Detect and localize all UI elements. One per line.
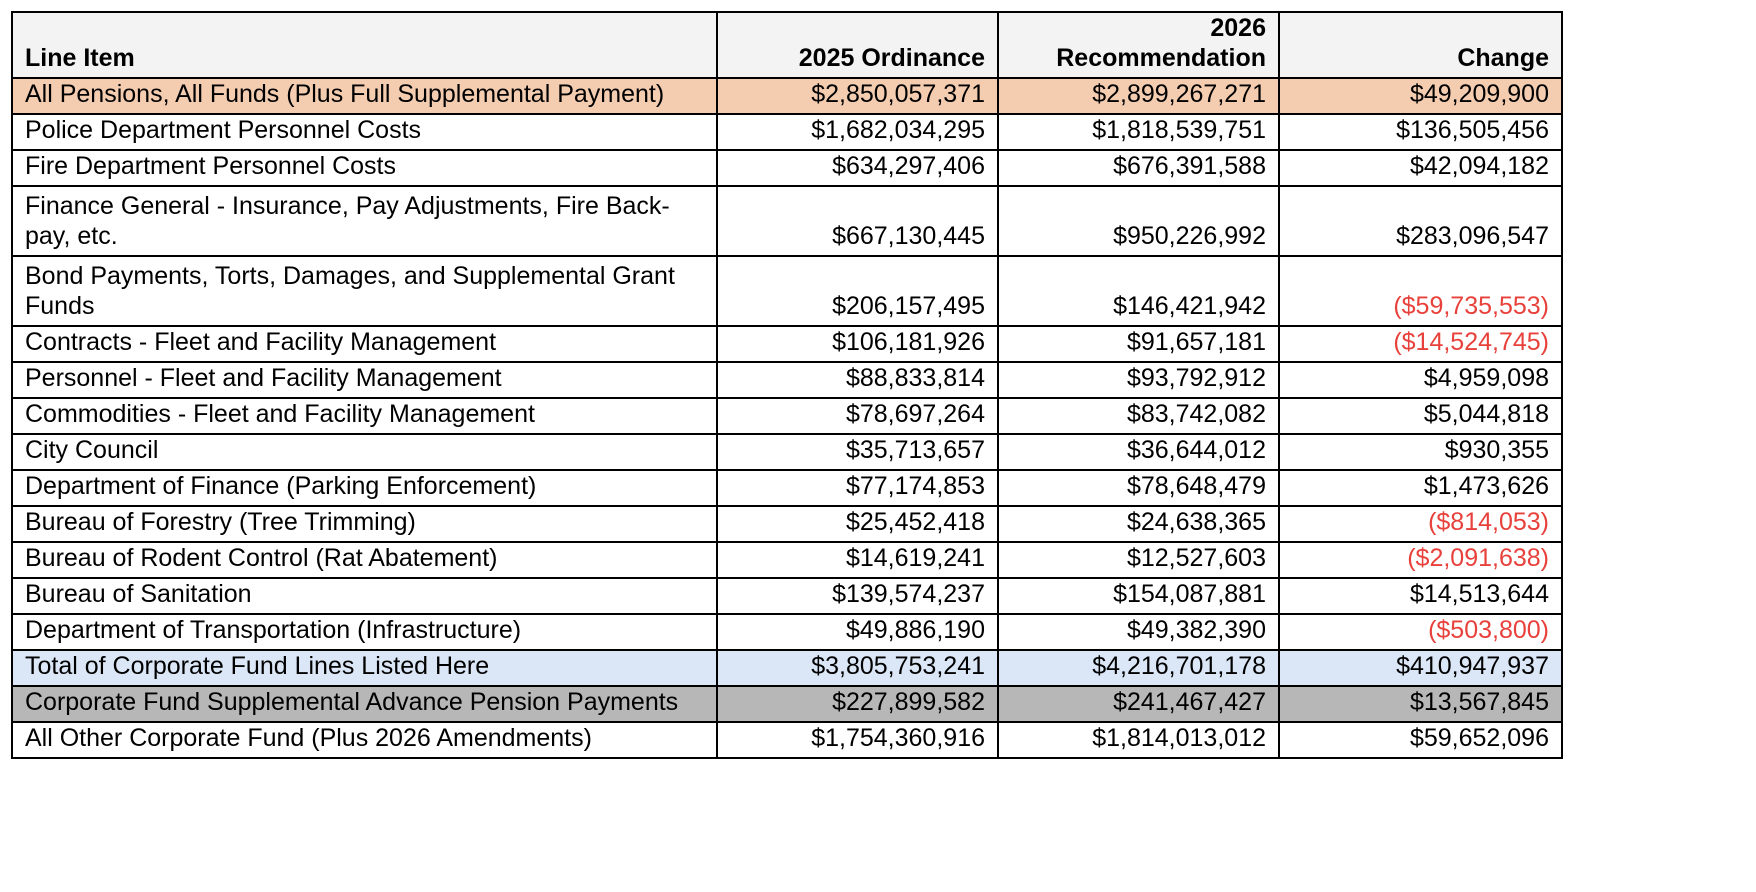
recommendation-2026-cell: $2,899,267,271	[998, 78, 1279, 114]
ordinance-2025-cell: $106,181,926	[717, 326, 998, 362]
line-item-cell: Bureau of Rodent Control (Rat Abatement)	[12, 542, 717, 578]
table-row	[12, 722, 1562, 758]
budget-table	[11, 11, 1563, 759]
line-item-cell: Department of Finance (Parking Enforcement)	[12, 470, 717, 506]
change-cell: ($14,524,745)	[1279, 326, 1562, 362]
line-item-cell: Personnel - Fleet and Facility Management	[12, 362, 717, 398]
line-item-cell: City Council	[12, 434, 717, 470]
change-cell: $930,355	[1279, 434, 1562, 470]
line-item-cell: All Other Corporate Fund (Plus 2026 Amendments)	[12, 722, 717, 758]
line-item-cell: Total of Corporate Fund Lines Listed Here	[12, 650, 717, 686]
change-cell: ($503,800)	[1279, 614, 1562, 650]
header-2025-ordinance: 2025 Ordinance	[717, 12, 998, 78]
table-row	[12, 150, 1562, 186]
change-cell: $13,567,845	[1279, 686, 1562, 722]
table-row	[12, 256, 1562, 326]
line-item-cell: Department of Transportation (Infrastructure)	[12, 614, 717, 650]
recommendation-2026-cell: $154,087,881	[998, 578, 1279, 614]
header-row	[12, 12, 1562, 78]
change-cell: $283,096,547	[1279, 186, 1562, 256]
ordinance-2025-cell: $1,682,034,295	[717, 114, 998, 150]
change-cell: $410,947,937	[1279, 650, 1562, 686]
change-cell: $4,959,098	[1279, 362, 1562, 398]
line-item-cell: Fire Department Personnel Costs	[12, 150, 717, 186]
ordinance-2025-cell: $3,805,753,241	[717, 650, 998, 686]
table-row	[12, 470, 1562, 506]
ordinance-2025-cell: $634,297,406	[717, 150, 998, 186]
ordinance-2025-cell: $88,833,814	[717, 362, 998, 398]
header-2026-label: Recommendation	[1056, 44, 1266, 72]
ordinance-2025-cell: $206,157,495	[717, 256, 998, 326]
recommendation-2026-cell: $1,814,013,012	[998, 722, 1279, 758]
recommendation-2026-cell: $950,226,992	[998, 186, 1279, 256]
change-cell: $59,652,096	[1279, 722, 1562, 758]
change-cell: $136,505,456	[1279, 114, 1562, 150]
header-2026-recommendation	[998, 12, 1279, 78]
table-row	[12, 186, 1562, 256]
change-cell: $14,513,644	[1279, 578, 1562, 614]
header-change: Change	[1279, 12, 1562, 78]
table-row	[12, 650, 1562, 686]
ordinance-2025-cell: $78,697,264	[717, 398, 998, 434]
line-item-cell: Bureau of Forestry (Tree Trimming)	[12, 506, 717, 542]
ordinance-2025-cell: $77,174,853	[717, 470, 998, 506]
recommendation-2026-cell: $78,648,479	[998, 470, 1279, 506]
line-item-cell: All Pensions, All Funds (Plus Full Supplemental Payment)	[12, 78, 717, 114]
ordinance-2025-cell: $14,619,241	[717, 542, 998, 578]
table-row	[12, 114, 1562, 150]
recommendation-2026-cell: $676,391,588	[998, 150, 1279, 186]
table-row	[12, 506, 1562, 542]
recommendation-2026-cell: $36,644,012	[998, 434, 1279, 470]
ordinance-2025-cell: $1,754,360,916	[717, 722, 998, 758]
recommendation-2026-cell: $93,792,912	[998, 362, 1279, 398]
change-cell: $49,209,900	[1279, 78, 1562, 114]
change-cell: $42,094,182	[1279, 150, 1562, 186]
header-2026-year: 2026	[1210, 14, 1266, 42]
change-cell: $5,044,818	[1279, 398, 1562, 434]
line-item-cell: Bureau of Sanitation	[12, 578, 717, 614]
ordinance-2025-cell: $139,574,237	[717, 578, 998, 614]
change-cell: ($59,735,553)	[1279, 256, 1562, 326]
line-item-cell: Finance General - Insurance, Pay Adjustments, Fire Back-pay, etc.	[12, 186, 717, 256]
table-row	[12, 326, 1562, 362]
recommendation-2026-cell: $12,527,603	[998, 542, 1279, 578]
table-row	[12, 578, 1562, 614]
recommendation-2026-cell: $146,421,942	[998, 256, 1279, 326]
recommendation-2026-cell: $241,467,427	[998, 686, 1279, 722]
ordinance-2025-cell: $667,130,445	[717, 186, 998, 256]
recommendation-2026-cell: $91,657,181	[998, 326, 1279, 362]
line-item-cell: Contracts - Fleet and Facility Management	[12, 326, 717, 362]
table-row	[12, 78, 1562, 114]
line-item-cell: Corporate Fund Supplemental Advance Pension Payments	[12, 686, 717, 722]
ordinance-2025-cell: $2,850,057,371	[717, 78, 998, 114]
table-row	[12, 614, 1562, 650]
ordinance-2025-cell: $49,886,190	[717, 614, 998, 650]
table-row	[12, 398, 1562, 434]
line-item-cell: Commodities - Fleet and Facility Management	[12, 398, 717, 434]
ordinance-2025-cell: $35,713,657	[717, 434, 998, 470]
change-cell: $1,473,626	[1279, 470, 1562, 506]
ordinance-2025-cell: $25,452,418	[717, 506, 998, 542]
change-cell: ($2,091,638)	[1279, 542, 1562, 578]
header-line-item: Line Item	[12, 12, 717, 78]
table-row	[12, 686, 1562, 722]
recommendation-2026-cell: $83,742,082	[998, 398, 1279, 434]
change-cell: ($814,053)	[1279, 506, 1562, 542]
line-item-cell: Bond Payments, Torts, Damages, and Supplemental Grant Funds	[12, 256, 717, 326]
recommendation-2026-cell: $1,818,539,751	[998, 114, 1279, 150]
recommendation-2026-cell: $49,382,390	[998, 614, 1279, 650]
recommendation-2026-cell: $4,216,701,178	[998, 650, 1279, 686]
line-item-cell: Police Department Personnel Costs	[12, 114, 717, 150]
ordinance-2025-cell: $227,899,582	[717, 686, 998, 722]
table-row	[12, 362, 1562, 398]
table-row	[12, 542, 1562, 578]
table-row	[12, 434, 1562, 470]
recommendation-2026-cell: $24,638,365	[998, 506, 1279, 542]
